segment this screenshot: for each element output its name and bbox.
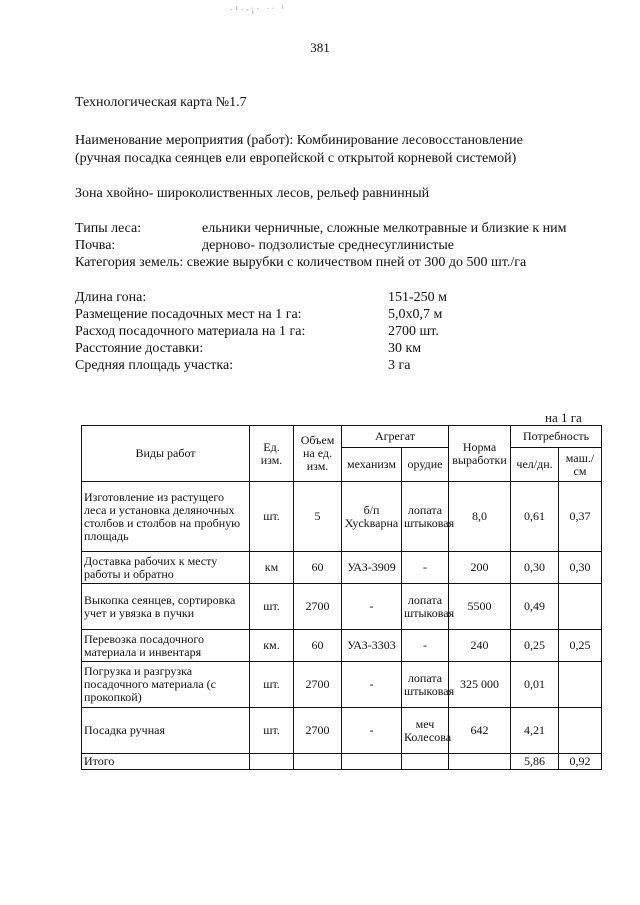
cell-total-label: Итого <box>82 754 250 770</box>
header-man-days: чел/дн. <box>511 448 559 482</box>
cell-work-name: Перевозка посадочного материала и инвентаря <box>82 630 250 662</box>
forest-types-value: ельники черничные, сложные мелкотравные и близкие к ним <box>202 221 567 236</box>
cell-mechanism: - <box>342 662 402 708</box>
cell-tool: лопата штыковая <box>402 662 449 708</box>
cell-mechanism: УАЗ-3303 <box>342 630 402 662</box>
cell-total-man-days: 5,86 <box>511 754 559 770</box>
cell-machine-shifts: 0,37 <box>559 482 602 552</box>
cell-mechanism: - <box>342 584 402 630</box>
param-value: 3 га <box>388 358 411 373</box>
cell-work-name: Посадка ручная <box>82 708 250 754</box>
cell-unit: шт. <box>250 482 294 552</box>
param-value: 5,0х0,7 м <box>388 307 443 322</box>
table-row <box>82 584 602 630</box>
param-label: Длина гона: <box>75 290 147 305</box>
activity-line-2: (ручная посадка сеянцев ели европейской с открытой корневой системой) <box>75 151 517 166</box>
scan-mark: ·¹·-¡· ·· ¹ <box>229 3 287 16</box>
cell-empty <box>250 754 294 770</box>
table-row <box>82 552 602 584</box>
header-machine-shifts: маш./см <box>559 448 602 482</box>
cell-empty <box>402 754 449 770</box>
cell-work-name: Доставка рабочих к месту работы и обратно <box>82 552 250 584</box>
header-aggregate: Агрегат <box>342 426 449 448</box>
cell-man-days: 0,01 <box>511 662 559 708</box>
table-unit-note: на 1 га <box>545 410 582 425</box>
cell-total-machine-shifts: 0,92 <box>559 754 602 770</box>
cell-unit: шт. <box>250 662 294 708</box>
cell-man-days: 0,30 <box>511 552 559 584</box>
param-label: Расход посадочного материала на 1 га: <box>75 324 306 339</box>
cell-work-name: Изготовление из растущего леса и установка деляночных столбов и столбов на пробную площадь <box>82 482 250 552</box>
cell-norm: 200 <box>449 552 511 584</box>
work-table <box>81 425 602 770</box>
table-total-row <box>82 754 602 770</box>
cell-man-days: 0,61 <box>511 482 559 552</box>
table-row <box>82 708 602 754</box>
cell-machine-shifts <box>559 708 602 754</box>
cell-work-name: Погрузка и разгрузка посадочного материала (с прокопкой) <box>82 662 250 708</box>
cell-man-days: 0,49 <box>511 584 559 630</box>
param-label: Размещение посадочных мест на 1 га: <box>75 307 302 322</box>
land-category: Категория земель: свежие вырубки с количеством пней от 300 до 500 шт./га <box>75 255 527 270</box>
param-label: Расстояние доставки: <box>75 341 204 356</box>
param-value: 151-250 м <box>388 290 448 305</box>
soil-value: дерново- подзолистые среднесуглинистые <box>202 238 454 253</box>
param-value: 30 км <box>388 341 422 356</box>
cell-machine-shifts: 0,30 <box>559 552 602 584</box>
cell-unit: шт. <box>250 708 294 754</box>
cell-norm: 240 <box>449 630 511 662</box>
table-row <box>82 630 602 662</box>
header-need: Потребность <box>511 426 602 448</box>
cell-tool: лопата штыковая <box>402 482 449 552</box>
header-volume: Объем на ед. изм. <box>294 426 342 482</box>
cell-machine-shifts <box>559 662 602 708</box>
activity-line-1: Наименование мероприятия (работ): Комбинирование лесовосстановление <box>75 133 523 148</box>
soil-label: Почва: <box>75 238 116 253</box>
cell-empty <box>342 754 402 770</box>
page-number: 381 <box>310 40 330 55</box>
cell-volume: 60 <box>294 630 342 662</box>
cell-mechanism: б/п Хусkварна <box>342 482 402 552</box>
cell-tool: лопата штыковая <box>402 584 449 630</box>
header-work-types: Виды работ <box>82 426 250 482</box>
header-unit: Ед. изм. <box>250 426 294 482</box>
cell-empty <box>449 754 511 770</box>
header-norm: Норма выработки <box>449 426 511 482</box>
cell-man-days: 4,21 <box>511 708 559 754</box>
header-mechanism: механизм <box>342 448 402 482</box>
doc-title: Технологическая карта №1.7 <box>75 95 247 110</box>
cell-empty <box>294 754 342 770</box>
cell-norm: 325 000 <box>449 662 511 708</box>
cell-volume: 2700 <box>294 584 342 630</box>
cell-unit: шт. <box>250 584 294 630</box>
param-value: 2700 шт. <box>388 324 439 339</box>
cell-unit: км. <box>250 630 294 662</box>
table-row <box>82 482 602 552</box>
zone-line: Зона хвойно- широколиственных лесов, рельеф равнинный <box>75 186 430 201</box>
cell-volume: 2700 <box>294 662 342 708</box>
cell-norm: 8,0 <box>449 482 511 552</box>
cell-norm: 642 <box>449 708 511 754</box>
cell-norm: 5500 <box>449 584 511 630</box>
cell-work-name: Выкопка сеянцев, сортировка учет и увязка в пучки <box>82 584 250 630</box>
cell-volume: 5 <box>294 482 342 552</box>
cell-tool: меч Колесова <box>402 708 449 754</box>
cell-volume: 60 <box>294 552 342 584</box>
cell-volume: 2700 <box>294 708 342 754</box>
cell-mechanism: - <box>342 708 402 754</box>
cell-mechanism: УАЗ-3909 <box>342 552 402 584</box>
header-tool: орудие <box>402 448 449 482</box>
cell-machine-shifts <box>559 584 602 630</box>
cell-tool: - <box>402 552 449 584</box>
cell-machine-shifts: 0,25 <box>559 630 602 662</box>
forest-types-label: Типы леса: <box>75 221 142 236</box>
cell-man-days: 0,25 <box>511 630 559 662</box>
cell-tool: - <box>402 630 449 662</box>
table-row <box>82 662 602 708</box>
param-label: Средняя площадь участка: <box>75 358 234 373</box>
cell-unit: км <box>250 552 294 584</box>
